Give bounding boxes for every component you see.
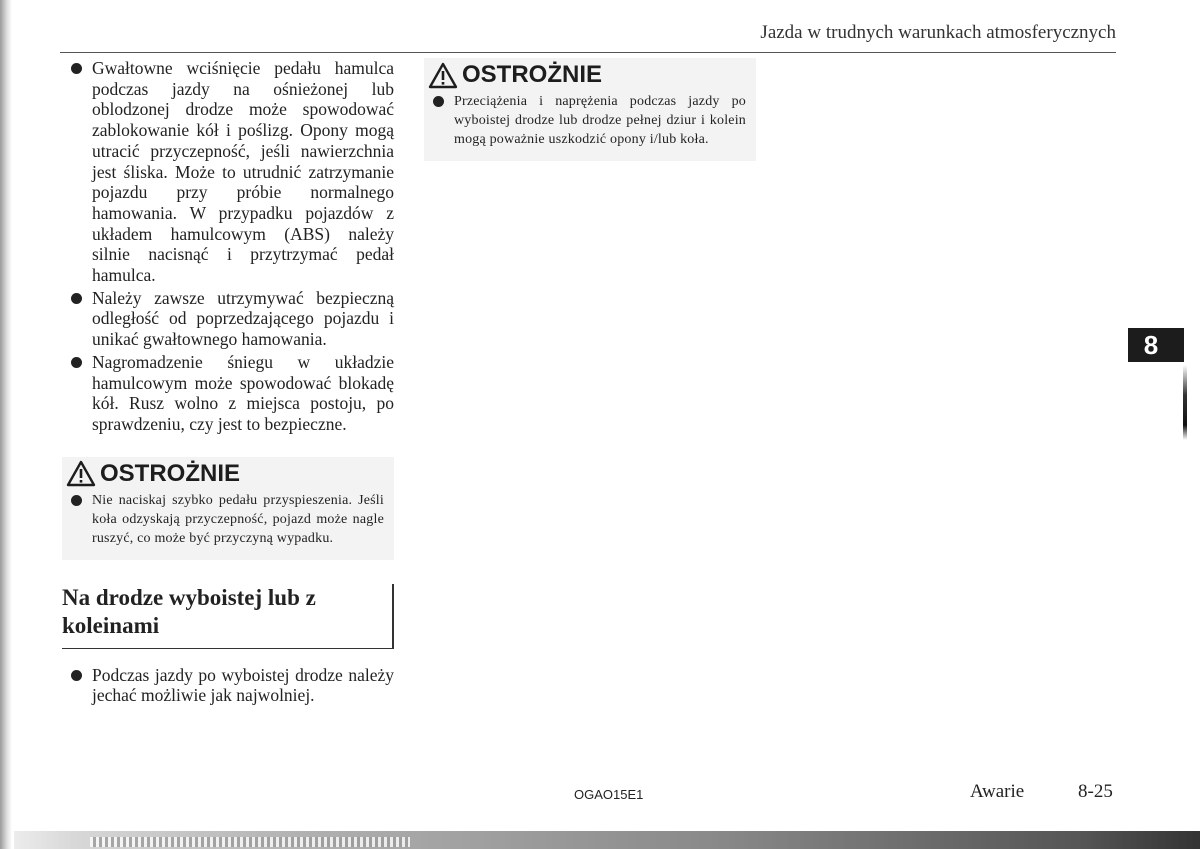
caution-text: Przeciążenia i naprężenia podczas jazdy po wyboistej drodze lub drodze pełnej dziur i kolein mogą poważnie uszkodzić opony i/lub koła. [454, 94, 746, 147]
list-item-text: Nagromadzenie śniegu w układzie hamulcowym może spowodować blokadę kół. Rusz wolno z miejsca postoju, po sprawdzeniu, czy jest to bezpieczne. [92, 351, 394, 434]
warning-triangle-icon [428, 62, 458, 89]
list-item [62, 352, 394, 435]
list-item-text: Należy zawsze utrzymywać bezpieczną odległość od poprzedzającego pojazdu i unikać gwałtownego hamowania. [92, 287, 394, 350]
list-item-text: Podczas jazdy po wyboistej drodze należy jechać możliwie jak najwolniej. [92, 664, 394, 706]
caution-list [62, 491, 384, 548]
caution-header [424, 58, 746, 92]
bullet-dot-icon [71, 670, 82, 681]
list-item [62, 491, 384, 548]
caution-list [424, 92, 746, 149]
caution-box [424, 58, 756, 161]
header-rule [60, 52, 1116, 53]
page-header-title: Jazda w trudnych warunkach atmosferycznych [760, 22, 1116, 43]
scan-bottom-ticks [90, 837, 410, 847]
edge-mark [1183, 365, 1187, 440]
list-item [62, 665, 394, 706]
bullet-dot-icon [71, 357, 82, 368]
bullet-list [62, 665, 394, 706]
bullet-dot-icon [71, 293, 82, 304]
warning-triangle-icon [66, 460, 96, 487]
list-item [62, 58, 394, 286]
list-item [424, 92, 746, 149]
caution-title: OSTROŻNIE [100, 459, 241, 487]
chapter-tab [1128, 328, 1184, 362]
left-column [62, 58, 394, 708]
bullet-dot-icon [71, 495, 82, 506]
section-heading: Na drodze wyboistej lub z koleinami [62, 584, 394, 648]
list-item-text: Gwałtowne wciśnięcie pedału hamulca podczas jazdy na ośnieżonej lub oblodzonej drodze może spowodować zablokowanie kół i poślizg. Opony mogą utracić przyczepność, jeśli nawierzchnia jest śliska. Może to utrudnić zatrzymanie pojazdu przy próbie normalnego hamowania. W przypadku pojazdów z układem hamulcowym (ABS) należy silnie nacisnąć i przytrzymać pedał hamulca. [92, 58, 394, 286]
chapter-tab-label: 8 [1143, 329, 1159, 360]
heading-rule [62, 648, 394, 649]
caution-title: OSTROŻNIE [462, 61, 603, 88]
page-number: 8-25 [1078, 781, 1113, 802]
list-item [62, 288, 394, 350]
figure-code: OGAO15E1 [574, 787, 644, 802]
page-edge-shadow [0, 0, 12, 849]
caution-box [62, 457, 394, 560]
bullet-dot-icon [71, 63, 82, 74]
bullet-list [62, 58, 394, 435]
footer-section-name: Awarie [970, 781, 1025, 802]
caution-text: Nie naciskaj szybko pedału przyspieszenia. Jeśli koła odzyskają przyczepność, pojazd może nagle ruszyć, co może być przyczyną wypadku. [92, 492, 384, 546]
caution-header [62, 457, 384, 491]
middle-column [424, 58, 756, 161]
bullet-dot-icon [433, 96, 444, 107]
